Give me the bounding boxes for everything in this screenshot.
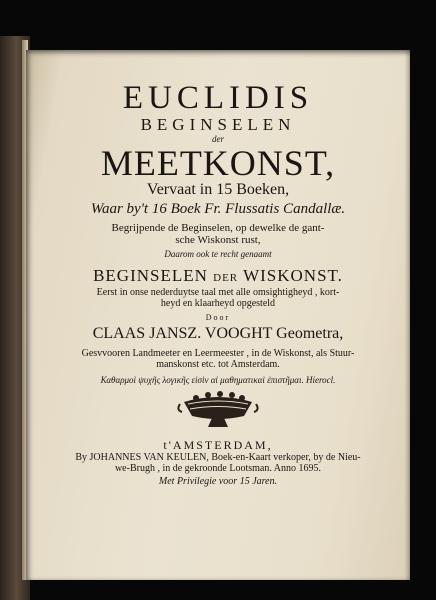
subtitle-candallae: Waar by't 16 Boek Fr. Flussatis Candallæ. (90, 201, 346, 217)
daarom-line: Daarom ook te recht genaamt (164, 249, 272, 259)
title-page (26, 50, 410, 580)
description-begrijpende (26, 222, 410, 246)
title-meetkonst: MEETKONST, (100, 143, 336, 183)
title-der: der (212, 134, 224, 144)
credentials-line-2: manskonst etc. tot Amsterdam. (156, 359, 280, 370)
credentials-line-1: Gesvvooren Landmeeter en Leermeester , in de Wiskonst, als Stuur- (81, 348, 355, 359)
door-line: Door (205, 313, 231, 322)
privilege-line: Met Privilegie voor 15 Jaren. (158, 476, 278, 487)
beginselen-word: BEGINSELEN (93, 266, 208, 285)
publisher-line-1: By JOHANNES VAN KEULEN, Boek-en-Kaart verkoper, by de Nieu- (75, 452, 361, 463)
title-beginselen: BEGINSELEN (140, 115, 296, 134)
imprint-city: t'AMSTERDAM, (163, 438, 273, 452)
title-euclidis: EUCLIDIS (122, 80, 314, 116)
eerst-paragraph (26, 287, 410, 309)
publisher-line-2: we-Brugh , in de gekroonde Lootsman. Anno 1695. (114, 463, 322, 474)
description-line-1: Begrijpende de Beginselen, op dewelke de gant- (111, 222, 325, 234)
basket-vignette-icon (174, 390, 262, 430)
author-name: CLAAS JANSZ. VOOGHT Geometra, (92, 325, 344, 342)
author-credentials (26, 348, 410, 370)
wiskonst-word: WISKONST. (243, 266, 343, 285)
der-word: DER (213, 272, 239, 284)
subtitle-boeken: Vervaat in 15 Boeken, (146, 181, 290, 198)
description-line-2: sche Wiskonst rust, (175, 234, 261, 246)
imprint-publisher (26, 452, 410, 474)
greek-motto: Καθαρμοὶ ψυχῆς λογικῆς εἰσὶν αἱ μαθηματικαὶ ἐπιστῆμαι. Hierocl. (100, 375, 336, 385)
eerst-line-2: heyd en klaarheyd opgesteld (160, 298, 276, 309)
beginselen-der-wiskonst (26, 266, 410, 286)
eerst-line-1: Eerst in onse nederduytse taal met alle omsightigheyd , kort- (96, 287, 340, 298)
